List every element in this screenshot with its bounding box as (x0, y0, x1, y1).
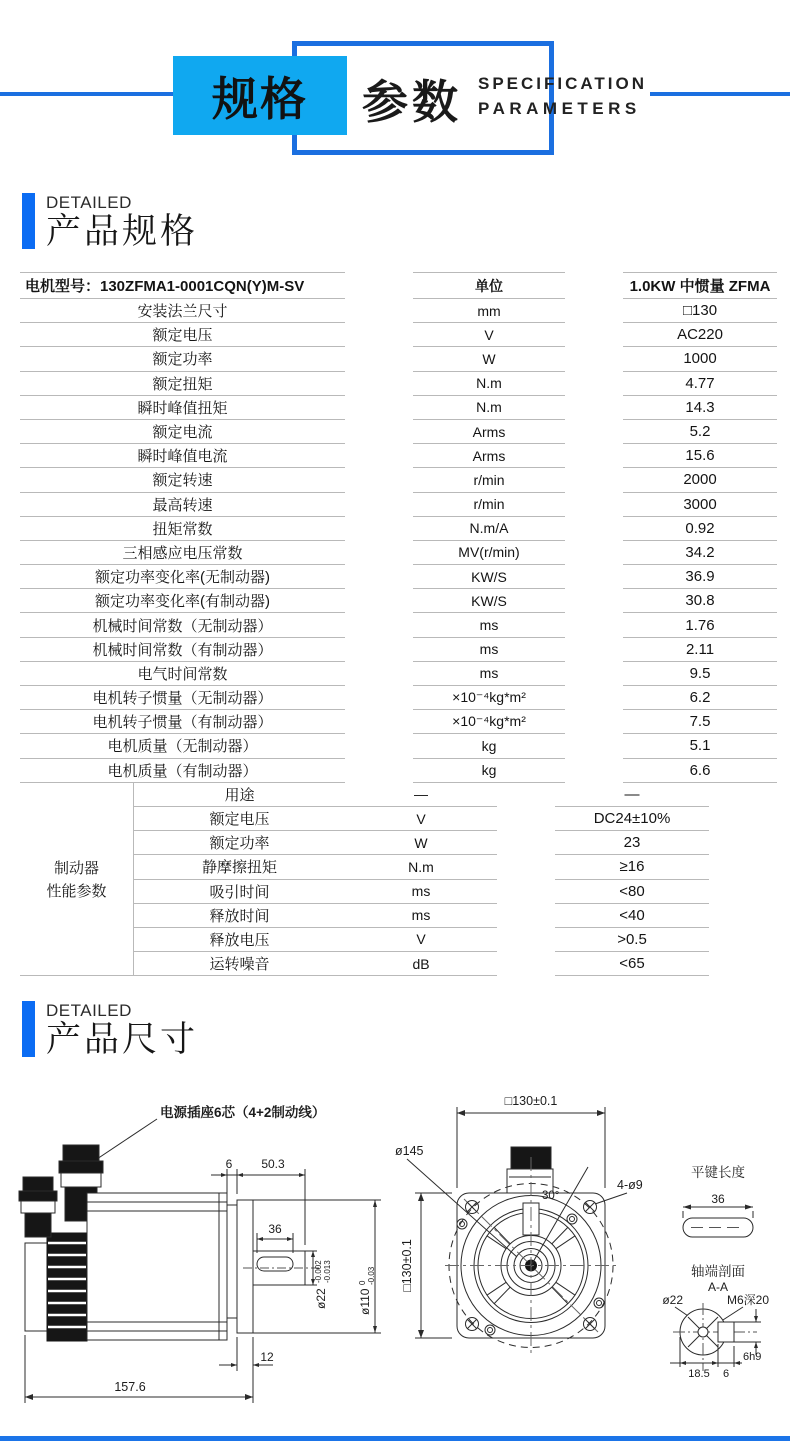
section-view-label: A-A (707, 1280, 729, 1294)
row-value: <40 (555, 904, 709, 928)
table-row (20, 638, 777, 662)
row-value: 34.2 (623, 541, 777, 565)
row-value: AC220 (623, 323, 777, 347)
front-angle-label: 30° (542, 1190, 560, 1202)
row-unit: kg (413, 759, 565, 783)
row-value: 4.77 (623, 372, 777, 396)
table-row (20, 493, 777, 517)
dimension-drawing-svg (15, 1085, 785, 1415)
row-unit: MV(r/min) (413, 541, 565, 565)
row-value: 5.2 (623, 420, 777, 444)
table-row (20, 517, 777, 541)
row-unit: V (345, 928, 497, 952)
table-row (20, 565, 777, 589)
section-eyebrow: DETAILED (46, 193, 132, 212)
row-param: 电机质量（有制动器） (20, 759, 345, 783)
row-value: 0.92 (623, 517, 777, 541)
spec-table (20, 272, 777, 976)
front-dim-left-label: □130±0.1 (400, 1239, 414, 1292)
row-unit: kg (413, 734, 565, 758)
banner-title-box: 规格 (173, 56, 347, 135)
dimension-drawing (15, 1085, 785, 1420)
banner-subtitle-line1: SPECIFICATION (478, 74, 648, 93)
accent-bar (22, 193, 35, 249)
table-header-row (20, 272, 777, 299)
row-value: >0.5 (555, 928, 709, 952)
table-row (20, 299, 777, 323)
shaft-tol-bot: -0.013 (323, 1260, 332, 1283)
front-holes-label: 4-ø9 (617, 1178, 643, 1192)
row-param: 电机转子惯量（有制动器） (20, 710, 345, 734)
row-unit: dB (345, 952, 497, 976)
row-param: 电气时间常数 (20, 662, 345, 686)
row-value: 7.5 (623, 710, 777, 734)
row-unit: ms (413, 613, 565, 637)
row-value: 23 (555, 831, 709, 855)
row-unit: W (345, 831, 497, 855)
brake-group-label-line1: 制动器 (53, 860, 99, 877)
row-param: 瞬时峰值电流 (20, 444, 345, 468)
row-unit: W (413, 347, 565, 371)
row-param: 释放电压 (133, 928, 345, 952)
row-unit: N.m (413, 372, 565, 396)
row-unit: N.m/A (413, 517, 565, 541)
section-dia-label: ø22 (662, 1293, 683, 1307)
row-unit: ms (413, 662, 565, 686)
row-unit: N.m (345, 855, 497, 879)
header-banner (0, 0, 790, 175)
table-row (20, 589, 777, 613)
pilot-tol-top: 0 (358, 1280, 367, 1285)
row-value: 14.3 (623, 396, 777, 420)
row-param: 额定扭矩 (20, 372, 345, 396)
row-param: 运转噪音 (133, 952, 345, 976)
table-row (20, 347, 777, 371)
section-title: 产品规格 (46, 212, 199, 251)
brake-group-label (20, 783, 133, 977)
table-row-brake (20, 855, 777, 879)
table-row (20, 734, 777, 758)
row-param: 电机转子惯量（无制动器） (20, 686, 345, 710)
row-value: 6.2 (623, 686, 777, 710)
row-value: □130 (623, 299, 777, 323)
row-value: <65 (555, 952, 709, 976)
row-value: 2000 (623, 468, 777, 492)
row-value: 1000 (623, 347, 777, 371)
row-param: 释放时间 (133, 904, 345, 928)
row-value: 15.6 (623, 444, 777, 468)
row-value: <80 (555, 880, 709, 904)
row-value: 3000 (623, 493, 777, 517)
row-param: 静摩擦扭矩 (133, 855, 345, 879)
row-param: 机械时间常数（有制动器） (20, 638, 345, 662)
section-keywidth-label: 6h9 (743, 1351, 762, 1363)
row-unit: N.m (413, 396, 565, 420)
row-param: 额定功率 (133, 831, 345, 855)
row-value: — (555, 783, 709, 807)
row-unit: ms (345, 904, 497, 928)
row-unit: ms (345, 880, 497, 904)
row-value: 9.5 (623, 662, 777, 686)
row-param: 电机质量（无制动器） (20, 734, 345, 758)
banner-right-line (650, 92, 790, 96)
section-title: 产品尺寸 (46, 1020, 199, 1059)
row-param: 用途 (133, 783, 345, 807)
row-unit: KW/S (413, 565, 565, 589)
pilot-dia-label: ø110 (358, 1288, 372, 1315)
row-param: 额定功率变化率(无制动器) (20, 565, 345, 589)
table-row-brake (20, 904, 777, 928)
header-unit: 单位 (413, 272, 565, 299)
row-param: 额定电压 (133, 807, 345, 831)
brake-group-label-line2: 性能参数 (46, 883, 107, 900)
row-value: ≥16 (555, 855, 709, 879)
row-unit: mm (413, 299, 565, 323)
banner-left-line (0, 92, 174, 96)
row-param: 额定功率变化率(有制动器) (20, 589, 345, 613)
row-param: 机械时间常数（无制动器） (20, 613, 345, 637)
shaft-dia-label: ø22 (314, 1288, 328, 1309)
table-row (20, 372, 777, 396)
row-unit: Arms (413, 420, 565, 444)
row-value: DC24±10% (555, 807, 709, 831)
front-dim-top-label: □130±0.1 (504, 1094, 558, 1108)
banner-subtitle-line2: PARAMETERS (478, 99, 641, 118)
table-row (20, 396, 777, 420)
table-row-brake (20, 783, 777, 807)
section-view-title: 轴端剖面 (691, 1264, 745, 1279)
section-thread-label: M6深20 (727, 1293, 770, 1307)
row-unit: ms (413, 638, 565, 662)
section-specs-heading (22, 193, 198, 252)
table-row (20, 468, 777, 492)
table-row (20, 662, 777, 686)
accent-bar (22, 1001, 35, 1057)
banner-title-2: 参数 (362, 76, 462, 128)
row-param: 吸引时间 (133, 880, 345, 904)
dim-12-label: 12 (260, 1350, 274, 1364)
row-value: 1.76 (623, 613, 777, 637)
row-unit: ×10⁻⁴kg*m² (413, 710, 565, 734)
header-value: 1.0KW 中惯量 ZFMA (623, 272, 777, 299)
pilot-tol-bot: -0.03 (367, 1266, 376, 1285)
table-row-brake (20, 880, 777, 904)
shaft-tol-top: -0.002 (314, 1260, 323, 1283)
bottom-accent-bar (0, 1436, 790, 1441)
row-unit: V (345, 807, 497, 831)
row-param: 额定功率 (20, 347, 345, 371)
row-unit: ×10⁻⁴kg*m² (413, 686, 565, 710)
table-row (20, 420, 777, 444)
table-row (20, 686, 777, 710)
section-dim-b-label: 6 (722, 1368, 730, 1380)
row-unit: — (345, 783, 497, 807)
row-unit: r/min (413, 493, 565, 517)
table-row (20, 710, 777, 734)
row-value: 5.1 (623, 734, 777, 758)
dim-key36-label: 36 (268, 1222, 282, 1236)
row-param: 安装法兰尺寸 (20, 299, 345, 323)
header-model: 电机型号：130ZFMA1-0001CQN(Y)M-SV (20, 272, 345, 299)
table-row (20, 323, 777, 347)
table-row-brake (20, 831, 777, 855)
row-param: 瞬时峰值扭矩 (20, 396, 345, 420)
dim-157-6-label: 157.6 (114, 1380, 146, 1394)
row-value: 6.6 (623, 759, 777, 783)
dim-50-3-label: 50.3 (261, 1157, 285, 1171)
row-unit: V (413, 323, 565, 347)
key-length-label: 36 (711, 1192, 725, 1206)
banner-subtitle (478, 74, 647, 119)
row-unit: Arms (413, 444, 565, 468)
row-value: 30.8 (623, 589, 777, 613)
front-circle-dia-label: ø145 (395, 1144, 424, 1158)
row-param: 额定电流 (20, 420, 345, 444)
table-row-brake (20, 928, 777, 952)
row-param: 三相感应电压常数 (20, 541, 345, 565)
dim-6-label: 6 (225, 1157, 233, 1171)
row-param: 额定转速 (20, 468, 345, 492)
table-row-brake (20, 807, 777, 831)
row-unit: KW/S (413, 589, 565, 613)
row-unit: r/min (413, 468, 565, 492)
row-param: 最高转速 (20, 493, 345, 517)
table-row (20, 444, 777, 468)
table-row-brake (20, 952, 777, 976)
row-value: 36.9 (623, 565, 777, 589)
section-dim-a-label: 18.5 (688, 1368, 710, 1380)
row-value: 2.11 (623, 638, 777, 662)
row-param: 额定电压 (20, 323, 345, 347)
row-param: 扭矩常数 (20, 517, 345, 541)
key-title: 平键长度 (691, 1165, 745, 1180)
section-eyebrow: DETAILED (46, 1001, 132, 1020)
table-row (20, 541, 777, 565)
section-dims-heading (22, 1001, 198, 1060)
connector-label: 电源插座6芯（4+2制动线） (160, 1105, 326, 1120)
table-row (20, 613, 777, 637)
table-row (20, 759, 777, 783)
